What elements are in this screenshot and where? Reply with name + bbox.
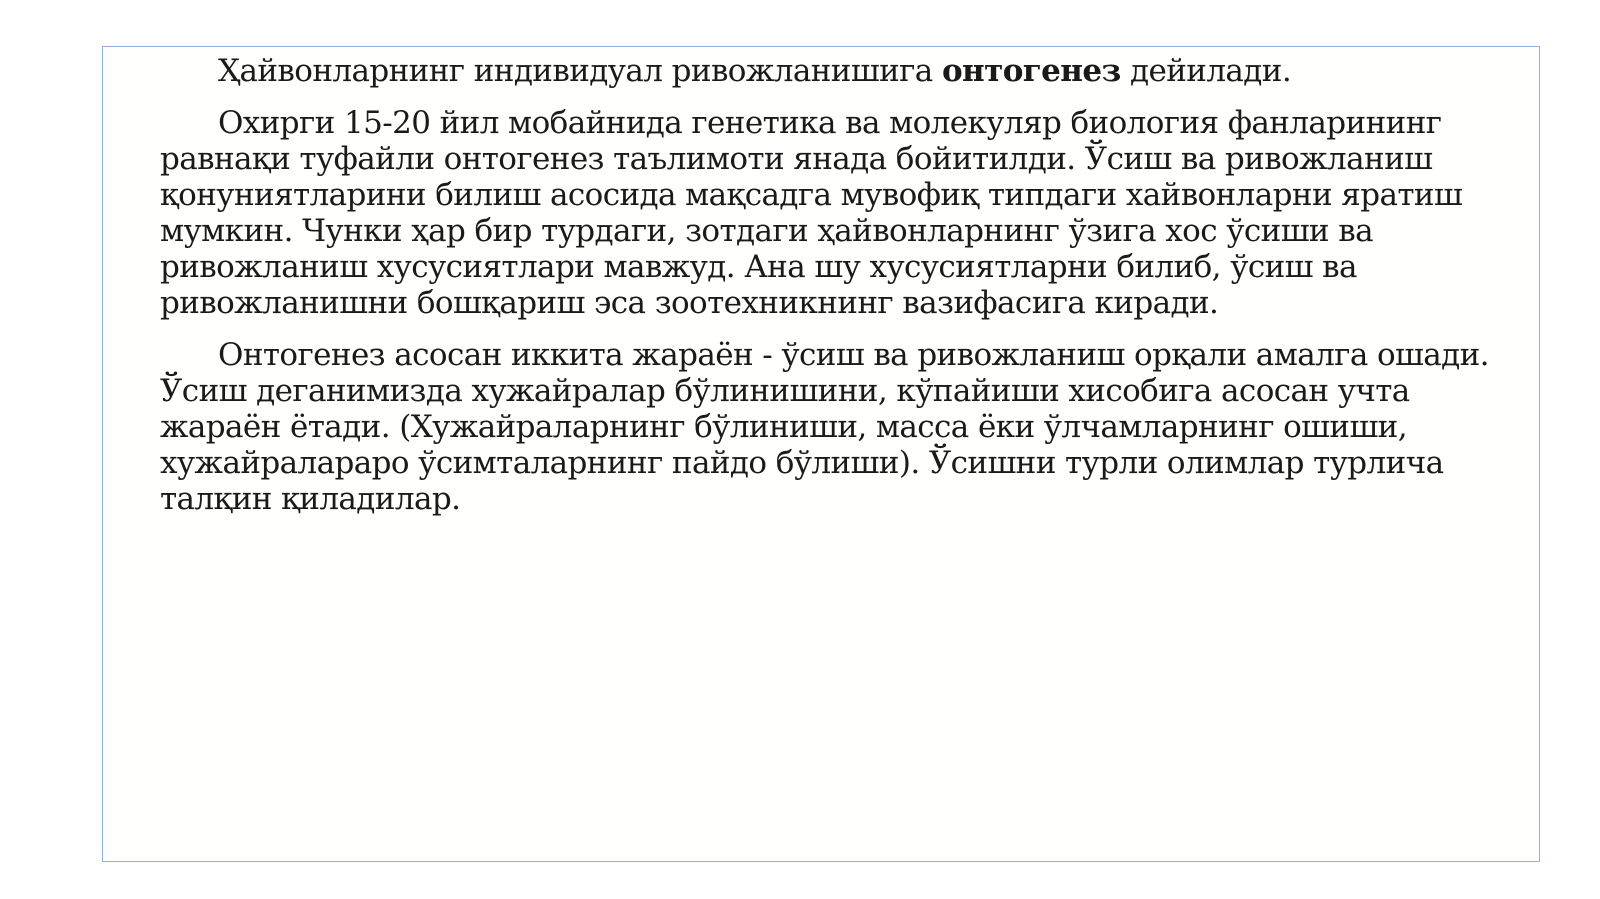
slide-text-body [160,53,1530,533]
slide-text-frame [102,46,1540,862]
ontogenesis-term: онтогенез [941,53,1121,89]
paragraph-growth-processes: Онтогенез асосан иккита жараён - ўсиш ва ривожланиш орқали амалга ошади. Ўсиш деганимизда хужайралар бўлинишини, кўпайиши хисобига асосан учта жараён ётади. (Хужайраларнинг бўлиниши, масса ёки ўлчамларнинг ошиши, хужайралараро ўсимталарнинг пайдо бўлиши). Ўсишни турли олимлар турлича талқин қиладилар. [160,337,1489,517]
paragraph-definition [160,53,1530,89]
definition-tail-text: дейилади. [1120,53,1292,89]
paragraph-genetics: Охирги 15-20 йил мобайнида генетика ва молекуляр биология фанларининг равнақи туфайли онтогенез таълимоти янада бойитилди. Ўсиш ва ривожланиш қонуниятларини билиш асосида мақсадга мувофиқ типдаги хайвонларни яратиш мумкин. Чунки ҳар бир турдаги, зотдаги ҳайвонларнинг ўзига хос ўсиши ва ривожланиш хусусиятлари мавжуд. Ана шу хусусиятларни билиб, ўсиш ва ривожланишни бошқариш эса зоотехникнинг вазифасига киради. [160,105,1463,321]
definition-lead-text: Ҳайвонларнинг индивидуал ривожланишига [218,53,942,89]
